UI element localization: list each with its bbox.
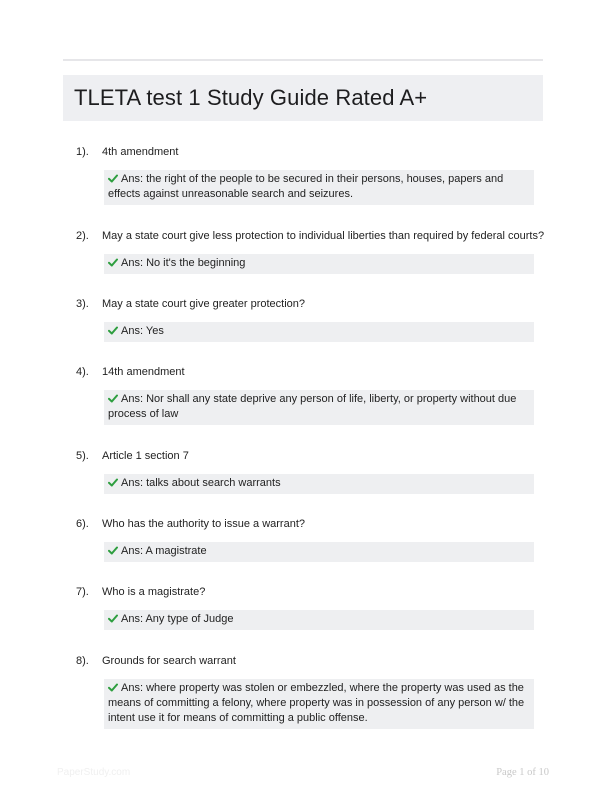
document-title: TLETA test 1 Study Guide Rated A+: [74, 85, 428, 110]
check-icon: [108, 394, 118, 403]
question-number: 2).: [76, 230, 89, 242]
question-number: 6).: [76, 518, 89, 530]
question-text: 14th amendment: [102, 366, 185, 378]
footer-watermark: PaperStudy.com: [57, 767, 131, 778]
question-text: May a state court give less protection to individual liberties than required by federal courts?: [102, 230, 545, 242]
question-text: 4th amendment: [102, 146, 179, 158]
check-icon: [108, 258, 118, 267]
question-text: Who has the authority to issue a warrant?: [102, 518, 305, 530]
question-number: 8).: [76, 655, 89, 667]
top-divider: [63, 59, 543, 61]
check-icon: [108, 614, 118, 623]
answer-box: [104, 254, 534, 274]
question-number: 7).: [76, 586, 89, 598]
answer-box: [104, 390, 534, 425]
check-icon: [108, 326, 118, 335]
answer-box: [104, 542, 534, 562]
question-number: 1).: [76, 146, 89, 158]
answer-text: Ans: where property was stolen or embezzled, where the property was used as the means of committing a felony, where property was in possession of any person w/ the intent use it for means of committing a public offense.: [108, 682, 525, 724]
question-number: 5).: [76, 450, 89, 462]
check-icon: [108, 683, 118, 692]
check-icon: [108, 478, 118, 487]
answer-text: Ans: talks about search warrants: [121, 477, 281, 489]
answer-text: Ans: A magistrate: [121, 545, 207, 557]
check-icon: [108, 174, 118, 183]
answer-text: Ans: No it's the beginning: [121, 257, 246, 269]
question-number: 4).: [76, 366, 89, 378]
page-number: Page 1 of 10: [496, 767, 549, 778]
question-text: Article 1 section 7: [102, 450, 189, 462]
answer-box: [104, 474, 534, 494]
answer-box: [104, 679, 534, 729]
answer-box: [104, 170, 534, 205]
answer-text: Ans: Yes: [121, 325, 164, 337]
answer-text: Ans: Nor shall any state deprive any person of life, liberty, or property without due process of law: [108, 393, 517, 420]
answer-text: Ans: the right of the people to be secured in their persons, houses, papers and effects against unreasonable search and seizures.: [108, 173, 504, 200]
question-text: Grounds for search warrant: [102, 655, 236, 667]
answer-box: [104, 322, 534, 342]
title-banner: [63, 75, 543, 121]
check-icon: [108, 546, 118, 555]
answer-text: Ans: Any type of Judge: [121, 613, 234, 625]
question-text: Who is a magistrate?: [102, 586, 206, 598]
question-number: 3).: [76, 298, 89, 310]
question-text: May a state court give greater protection?: [102, 298, 305, 310]
answer-box: [104, 610, 534, 630]
